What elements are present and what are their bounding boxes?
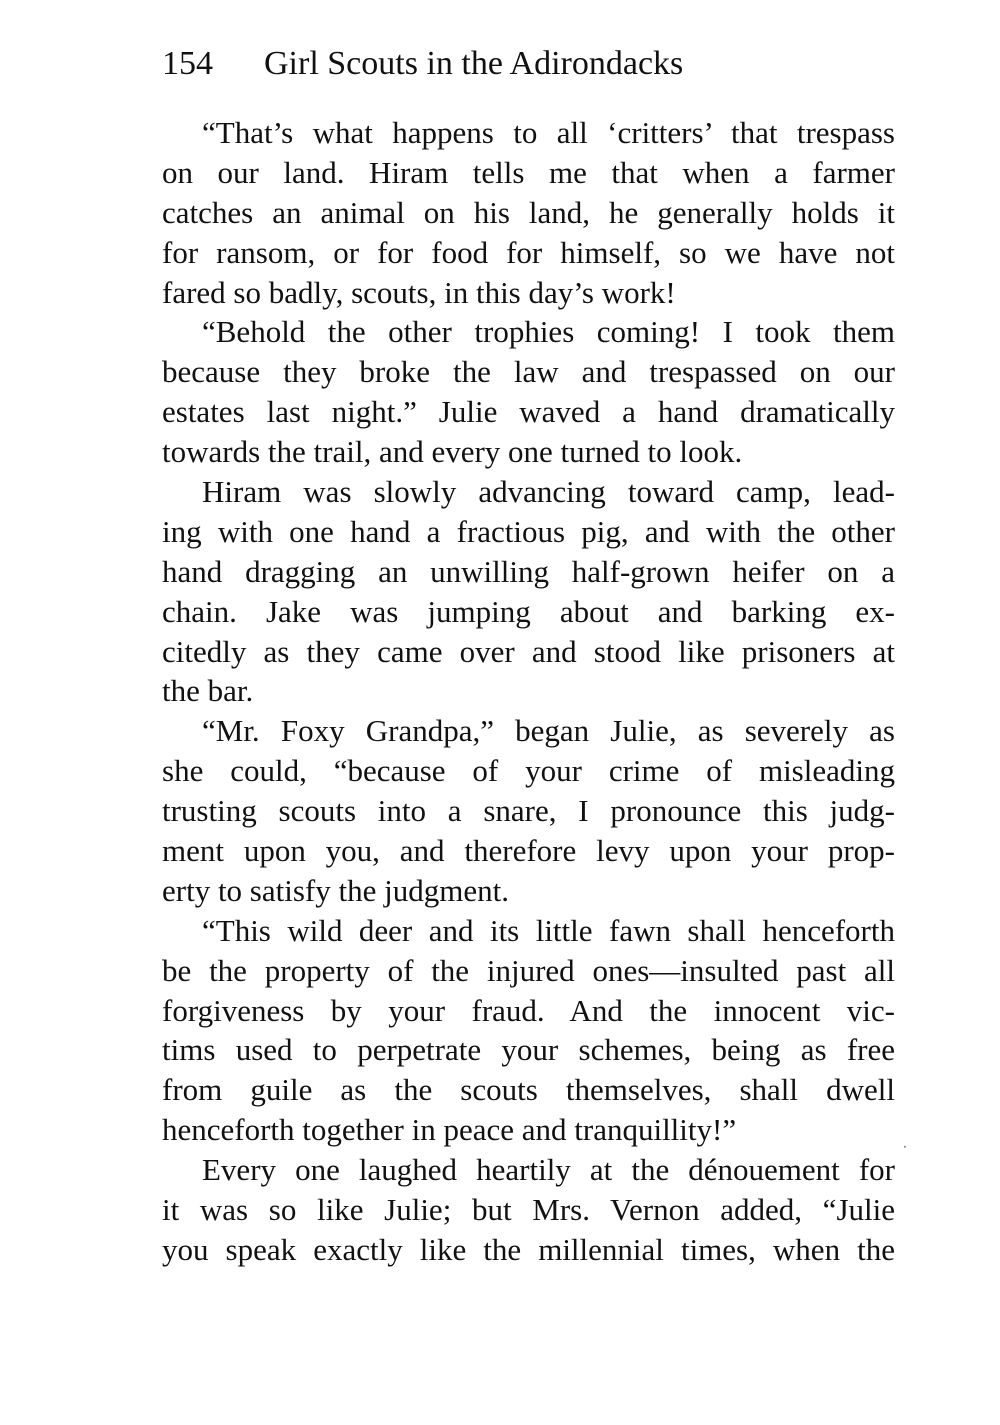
text-line: citedly as they came over and stood like prisoners at — [162, 633, 895, 669]
text-line: erty to satisfy the judgment. — [162, 872, 509, 908]
text-line: ing with one hand a fractious pig, and with the other — [162, 513, 895, 549]
text-line: you speak exactly like the millennial times, when the — [162, 1231, 895, 1267]
running-title: Girl Scouts in the Adirondacks — [264, 45, 684, 82]
text-line: towards the trail, and every one turned to look. — [162, 434, 743, 470]
text-line: it was so like Julie; but Mrs. Vernon added, “Julie — [162, 1192, 895, 1228]
text-line: forgiveness by your fraud. And the innocent vic- — [162, 992, 895, 1028]
text-line: trusting scouts into a snare, I pronounce this judg- — [162, 793, 895, 829]
text-line: chain. Jake was jumping about and barking ex- — [162, 593, 895, 629]
text-line: ment upon you, and therefore levy upon your prop- — [162, 833, 895, 869]
text-line: “Mr. Foxy Grandpa,” began Julie, as severely as — [202, 713, 895, 749]
text-line: estates last night.” Julie waved a hand dramatically — [162, 394, 895, 430]
text-line: “Behold the other trophies coming! I took them — [202, 314, 895, 350]
text-line: for ransom, or for food for himself, so we have not — [162, 234, 895, 270]
text-line: hand dragging an unwilling half-grown heifer on a — [162, 553, 895, 589]
text-line: Hiram was slowly advancing toward camp, lead- — [202, 474, 895, 510]
text-line: “This wild deer and its little fawn shall henceforth — [202, 912, 895, 948]
text-line: the bar. — [162, 673, 254, 709]
text-line: catches an animal on his land, he generally holds it — [162, 194, 895, 230]
text-line: fared so badly, scouts, in this day’s work! — [162, 274, 676, 310]
running-header — [162, 42, 922, 86]
text-line: on our land. Hiram tells me that when a farmer — [162, 154, 895, 190]
text-line: from guile as the scouts themselves, shall dwell — [162, 1072, 895, 1108]
text-line: be the property of the injured ones—insulted past all — [162, 952, 895, 988]
text-line: because they broke the law and trespassed on our — [162, 354, 895, 390]
text-line: she could, “because of your crime of misleading — [162, 753, 895, 789]
text-line: henceforth together in peace and tranquillity!” — [162, 1112, 737, 1148]
text-line: “That’s what happens to all ‘critters’ that trespass — [202, 115, 895, 150]
ink-speck: · — [903, 1140, 907, 1154]
text-line: Every one laughed heartily at the dénouement for — [202, 1152, 895, 1188]
page-number: 154 — [162, 45, 213, 82]
text-line: tims used to perpetrate your schemes, being as free — [162, 1032, 895, 1068]
page-body — [162, 113, 895, 1270]
